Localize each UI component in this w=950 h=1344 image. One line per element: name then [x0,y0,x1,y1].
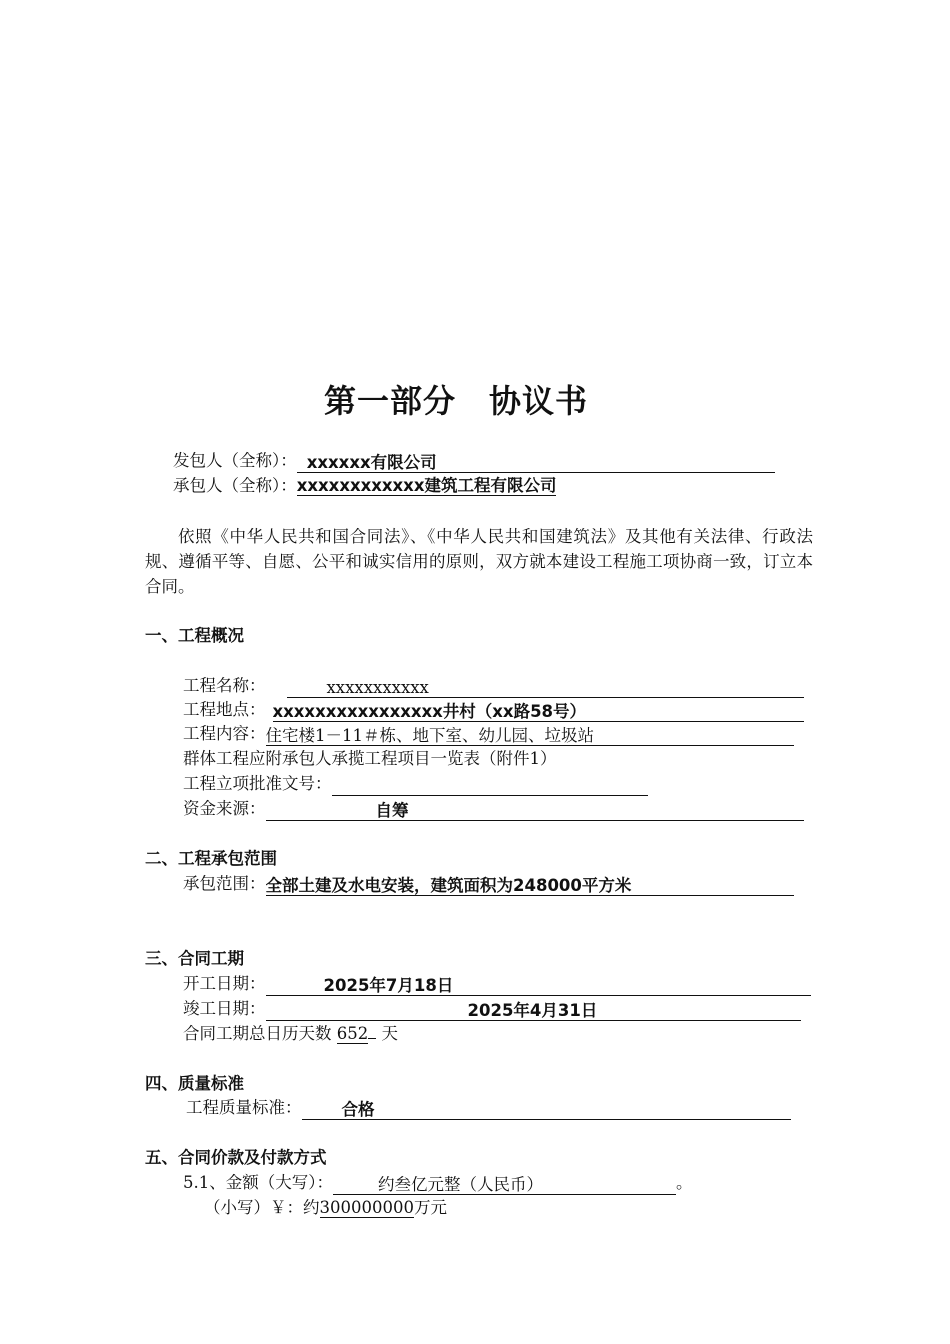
project-content-row [183,722,794,746]
amount-row [183,1171,693,1195]
quality-value: 合格 [341,1100,375,1119]
end-date-value: 2025年4月31日 [467,1001,598,1020]
funding-row [183,797,804,821]
funding-value: 自筹 [375,801,409,820]
contractor-row [173,474,556,498]
approval-row [183,772,648,796]
total-days-value: 652 [336,1024,369,1043]
end-date-field [266,1000,801,1021]
total-days-underline [368,1038,376,1039]
project-name-row [183,674,804,698]
quality-field [302,1099,791,1120]
scope-label: 承包范围： [183,874,266,893]
total-days-row [183,1022,398,1046]
scope-row [183,872,794,896]
amount-label: 5.1、金额（大写）： [183,1173,333,1192]
project-location-value: xxxxxxxxxxxxxxxx井村（xx路58号） [272,702,587,721]
total-days-suffix: 天 [381,1024,398,1043]
amount-field [333,1174,676,1195]
section1-heading: 一、工程概况 [145,626,244,645]
contractor-label: 承包人（全称）： [173,476,297,495]
employer-label: 发包人（全称）： [173,451,297,470]
start-date-value: 2025年7月18日 [323,976,454,995]
section5-heading: 五、合同价款及付款方式 [145,1148,327,1167]
total-days-prefix: 合同工期总日历天数 [183,1024,332,1043]
amount-small-label: （小写）￥：约 [204,1198,320,1217]
amount-small-value: 300000000 [319,1198,414,1217]
start-date-label: 开工日期： [183,974,266,993]
project-location-field [273,701,804,722]
page-title: 第一部分 协议书 [323,382,588,420]
project-content-label: 工程内容： [183,724,266,743]
start-date-row [183,972,811,996]
amount-end: 。 [676,1173,693,1192]
project-name-field [287,677,804,698]
approval-label: 工程立项批准文号： [183,774,332,793]
section3-heading: 三、合同工期 [145,949,244,968]
preamble-text: 依照《中华人民共和国合同法》、《中华人民共和国建筑法》及其他有关法律、行政法规、遵循平等、自愿、公平和诚实信用的原则，双方就本建设工程施工项协商一致，订立本合同。 [145,527,813,596]
section2-heading: 二、工程承包范围 [145,849,277,868]
preamble [145,524,813,599]
amount-small-unit: 万元 [413,1198,447,1217]
project-location-row [183,698,804,722]
start-date-field [266,975,811,996]
end-date-label: 竣工日期： [183,999,266,1018]
project-name-label: 工程名称： [183,676,266,695]
project-content-field [266,725,794,746]
employer-value: xxxxxx有限公司 [306,453,437,472]
employer-field [297,452,775,473]
contractor-value: xxxxxxxxxxxx建筑工程有限公司 [296,476,557,495]
project-name-value: xxxxxxxxxxx [326,678,429,697]
scope-value: 全部土建及水电安装，建筑面积为248000平方米 [265,876,632,895]
funding-label: 资金来源： [183,799,266,818]
project-content-value: 住宅楼1－11＃栋、地下室、幼儿园、垃圾站 [265,726,594,745]
approval-field [332,775,648,796]
quality-label: 工程质量标准： [186,1098,302,1117]
end-date-row [183,997,801,1021]
group-note: 群体工程应附承包人承揽工程项目一览表（附件1） [183,749,557,768]
project-location-label: 工程地点： [183,700,266,719]
scope-field [266,875,794,896]
section4-heading: 四、质量标准 [145,1074,244,1093]
quality-row [186,1096,791,1120]
amount-value: 约叁亿元整（人民币） [378,1175,543,1194]
employer-row [173,449,775,473]
funding-field [266,800,804,821]
amount-small-row [204,1196,447,1220]
